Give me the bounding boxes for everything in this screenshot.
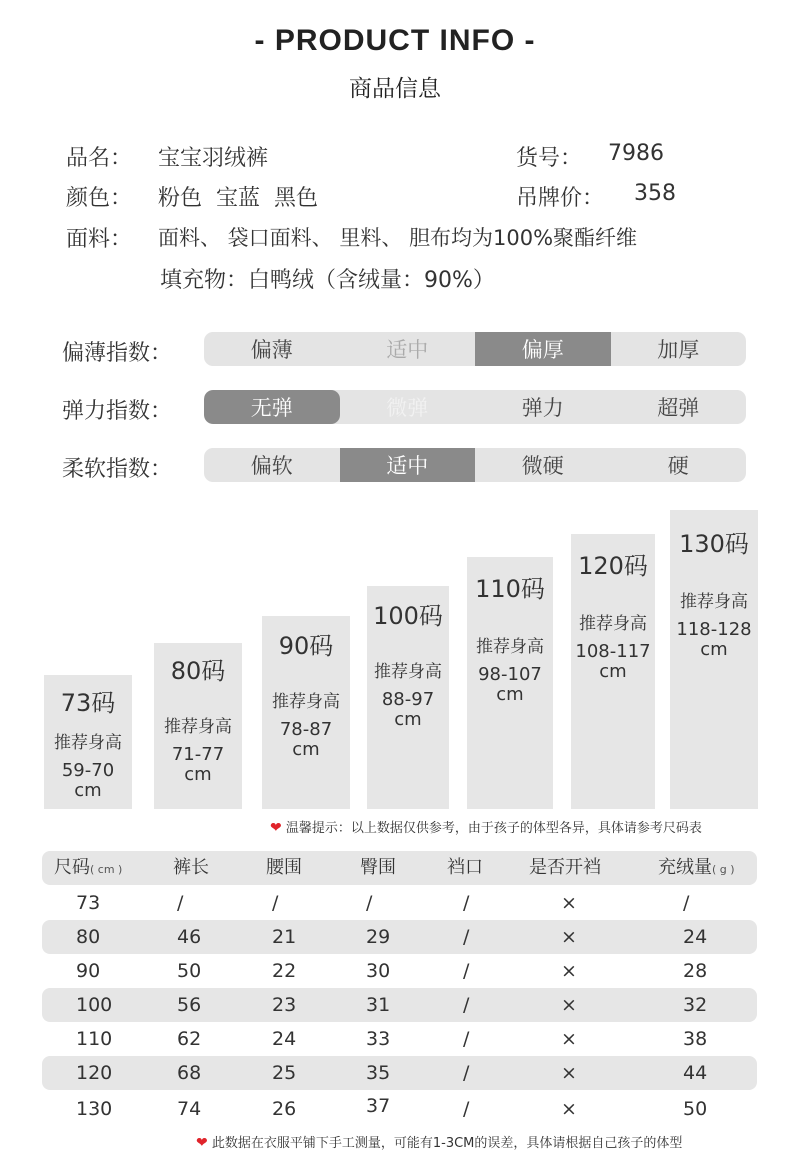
height-unit: cm xyxy=(184,764,212,785)
height-unit: cm xyxy=(599,661,627,682)
cell-fill: 32 xyxy=(683,994,708,1016)
page-subtitle: 商品信息 xyxy=(349,76,441,102)
fabric-label: 面料： xyxy=(66,227,133,252)
header-open-crotch: 是否开裆 xyxy=(529,857,601,878)
thickness-option: 适中 xyxy=(386,338,429,362)
price-value: 358 xyxy=(634,181,676,206)
table-row xyxy=(42,1022,757,1056)
cell-open-crotch: × xyxy=(561,892,577,914)
item-value: 7986 xyxy=(608,141,664,166)
recommended-height-label: 推荐身高 xyxy=(579,614,647,634)
elasticity-option: 超弹 xyxy=(657,396,700,420)
name-label: 品名： xyxy=(66,146,133,171)
height-unit: cm xyxy=(394,709,422,730)
cell-leg-opening: / xyxy=(463,960,470,982)
size-column xyxy=(571,534,655,809)
thickness-scale-label: 偏薄指数： xyxy=(62,341,173,366)
size-column xyxy=(367,586,449,809)
size-column xyxy=(670,510,758,809)
table-row xyxy=(42,920,757,954)
cell-waist: 26 xyxy=(272,1098,297,1120)
cell-hip: 30 xyxy=(366,960,391,982)
elasticity-option-selected: 无弹 xyxy=(204,390,340,424)
cell-leg-opening: / xyxy=(463,994,470,1016)
size-name: 130码 xyxy=(679,530,749,558)
measure-note-text: 此数据在衣服平铺下手工测量，可能有1-3CM的误差，具体请根据自己孩子的体型 xyxy=(211,1136,683,1151)
measure-note xyxy=(196,1132,682,1151)
size-tip xyxy=(270,817,702,836)
cell-size: 110 xyxy=(76,1028,113,1050)
cell-waist: 21 xyxy=(272,926,297,948)
cell-open-crotch: × xyxy=(561,1098,577,1120)
cell-length: / xyxy=(177,892,184,914)
fabric-value: 面料、 袋口面料、 里料、 胆布均为100%聚酯纤维 xyxy=(158,226,638,250)
cell-hip: / xyxy=(366,892,373,914)
cell-length: 74 xyxy=(177,1098,202,1120)
cell-waist: 24 xyxy=(272,1028,297,1050)
height-range: 59-70 xyxy=(61,760,115,781)
cell-size: 73 xyxy=(76,892,101,914)
cell-leg-opening: / xyxy=(463,1028,470,1050)
cell-hip: 35 xyxy=(366,1062,391,1084)
softness-option: 硬 xyxy=(667,454,689,478)
size-column xyxy=(467,557,553,809)
height-unit: cm xyxy=(74,780,102,801)
elasticity-scale xyxy=(204,390,746,424)
page-title: - PRODUCT INFO - xyxy=(254,24,536,57)
header-leg-opening: 裆口 xyxy=(447,857,483,878)
cell-leg-opening: / xyxy=(463,1062,470,1084)
softness-option-selected: 适中 xyxy=(340,448,476,482)
cell-length: 56 xyxy=(177,994,202,1016)
size-tip-text: 温馨提示：以上数据仅供参考，由于孩子的体型各异，具体请参考尺码表 xyxy=(285,821,702,836)
cell-length: 62 xyxy=(177,1028,202,1050)
height-range: 71-77 xyxy=(171,744,225,765)
cell-open-crotch: × xyxy=(561,960,577,982)
thickness-option: 加厚 xyxy=(657,338,700,362)
header-size xyxy=(54,851,122,885)
height-unit: cm xyxy=(292,739,320,760)
recommended-height-label: 推荐身高 xyxy=(374,662,442,682)
height-range: 108-117 xyxy=(575,641,651,662)
recommended-height-label: 推荐身高 xyxy=(476,637,544,657)
header-fill xyxy=(658,851,735,885)
filling-value: 填充物：白鸭绒（含绒量：90%） xyxy=(160,268,495,293)
header-size-text: 尺码 xyxy=(54,857,90,878)
size-column xyxy=(262,616,350,809)
cell-fill: 38 xyxy=(683,1028,708,1050)
cell-fill: 44 xyxy=(683,1062,708,1084)
size-name: 100码 xyxy=(373,602,443,630)
size-name: 90码 xyxy=(278,632,334,660)
size-name: 110码 xyxy=(475,575,545,603)
table-row xyxy=(42,988,757,1022)
header-hip: 臀围 xyxy=(360,857,396,878)
recommended-height-label: 推荐身高 xyxy=(164,717,232,737)
table-row xyxy=(42,1056,757,1090)
color-label: 颜色： xyxy=(66,186,133,211)
thickness-option-selected: 偏厚 xyxy=(475,332,611,366)
table-header xyxy=(42,851,757,885)
header-size-unit: ( cm ) xyxy=(90,863,123,876)
cell-leg-opening: / xyxy=(463,1098,470,1120)
size-column xyxy=(44,675,132,809)
cell-fill: / xyxy=(683,892,690,914)
table-row xyxy=(42,954,757,988)
height-range: 98-107 xyxy=(478,664,542,685)
softness-scale-label: 柔软指数： xyxy=(62,457,173,482)
heart-icon: ❤ xyxy=(196,1135,208,1151)
header-length: 裤长 xyxy=(173,857,209,878)
heart-icon: ❤ xyxy=(270,820,282,836)
height-unit: cm xyxy=(496,684,524,705)
name-value: 宝宝羽绒裤 xyxy=(158,146,269,171)
recommended-height-label: 推荐身高 xyxy=(272,692,340,712)
cell-size: 80 xyxy=(76,926,101,948)
cell-fill: 28 xyxy=(683,960,708,982)
cell-open-crotch: × xyxy=(561,994,577,1016)
table-row xyxy=(42,1092,757,1126)
elasticity-option: 微弹 xyxy=(386,396,429,420)
height-range: 118-128 xyxy=(676,619,752,640)
size-column xyxy=(154,643,242,809)
price-label: 吊牌价： xyxy=(516,186,605,211)
header-fill-unit: ( g ) xyxy=(712,863,735,876)
cell-open-crotch: × xyxy=(561,926,577,948)
height-range: 78-87 xyxy=(279,719,333,740)
cell-fill: 50 xyxy=(683,1098,708,1120)
cell-length: 68 xyxy=(177,1062,202,1084)
recommended-height-label: 推荐身高 xyxy=(680,592,748,612)
cell-hip: 37 xyxy=(366,1095,391,1117)
header-fill-text: 充绒量 xyxy=(658,857,712,878)
cell-length: 50 xyxy=(177,960,202,982)
cell-waist: / xyxy=(272,892,279,914)
cell-leg-opening: / xyxy=(463,892,470,914)
cell-size: 120 xyxy=(76,1062,113,1084)
cell-size: 130 xyxy=(76,1098,113,1120)
size-name: 120码 xyxy=(578,552,648,580)
softness-option: 偏软 xyxy=(250,454,293,478)
elasticity-option: 弹力 xyxy=(521,396,564,420)
cell-waist: 25 xyxy=(272,1062,297,1084)
elasticity-scale-label: 弹力指数： xyxy=(62,399,173,424)
cell-open-crotch: × xyxy=(561,1028,577,1050)
cell-hip: 31 xyxy=(366,994,391,1016)
height-unit: cm xyxy=(700,639,728,660)
table-row xyxy=(42,886,757,920)
height-range: 88-97 xyxy=(381,689,435,710)
cell-length: 46 xyxy=(177,926,202,948)
cell-size: 100 xyxy=(76,994,113,1016)
softness-scale xyxy=(204,448,746,482)
cell-leg-opening: / xyxy=(463,926,470,948)
header-waist: 腰围 xyxy=(266,857,302,878)
cell-hip: 29 xyxy=(366,926,391,948)
cell-open-crotch: × xyxy=(561,1062,577,1084)
item-label: 货号： xyxy=(516,146,583,171)
cell-waist: 22 xyxy=(272,960,297,982)
cell-waist: 23 xyxy=(272,994,297,1016)
thickness-scale xyxy=(204,332,746,366)
size-name: 80码 xyxy=(170,657,226,685)
size-name: 73码 xyxy=(60,689,116,717)
thickness-option: 偏薄 xyxy=(250,338,293,362)
cell-size: 90 xyxy=(76,960,101,982)
softness-option: 微硬 xyxy=(521,454,564,478)
color-value: 粉色 宝蓝 黑色 xyxy=(158,186,318,211)
recommended-height-label: 推荐身高 xyxy=(54,733,122,753)
cell-fill: 24 xyxy=(683,926,708,948)
cell-hip: 33 xyxy=(366,1028,391,1050)
